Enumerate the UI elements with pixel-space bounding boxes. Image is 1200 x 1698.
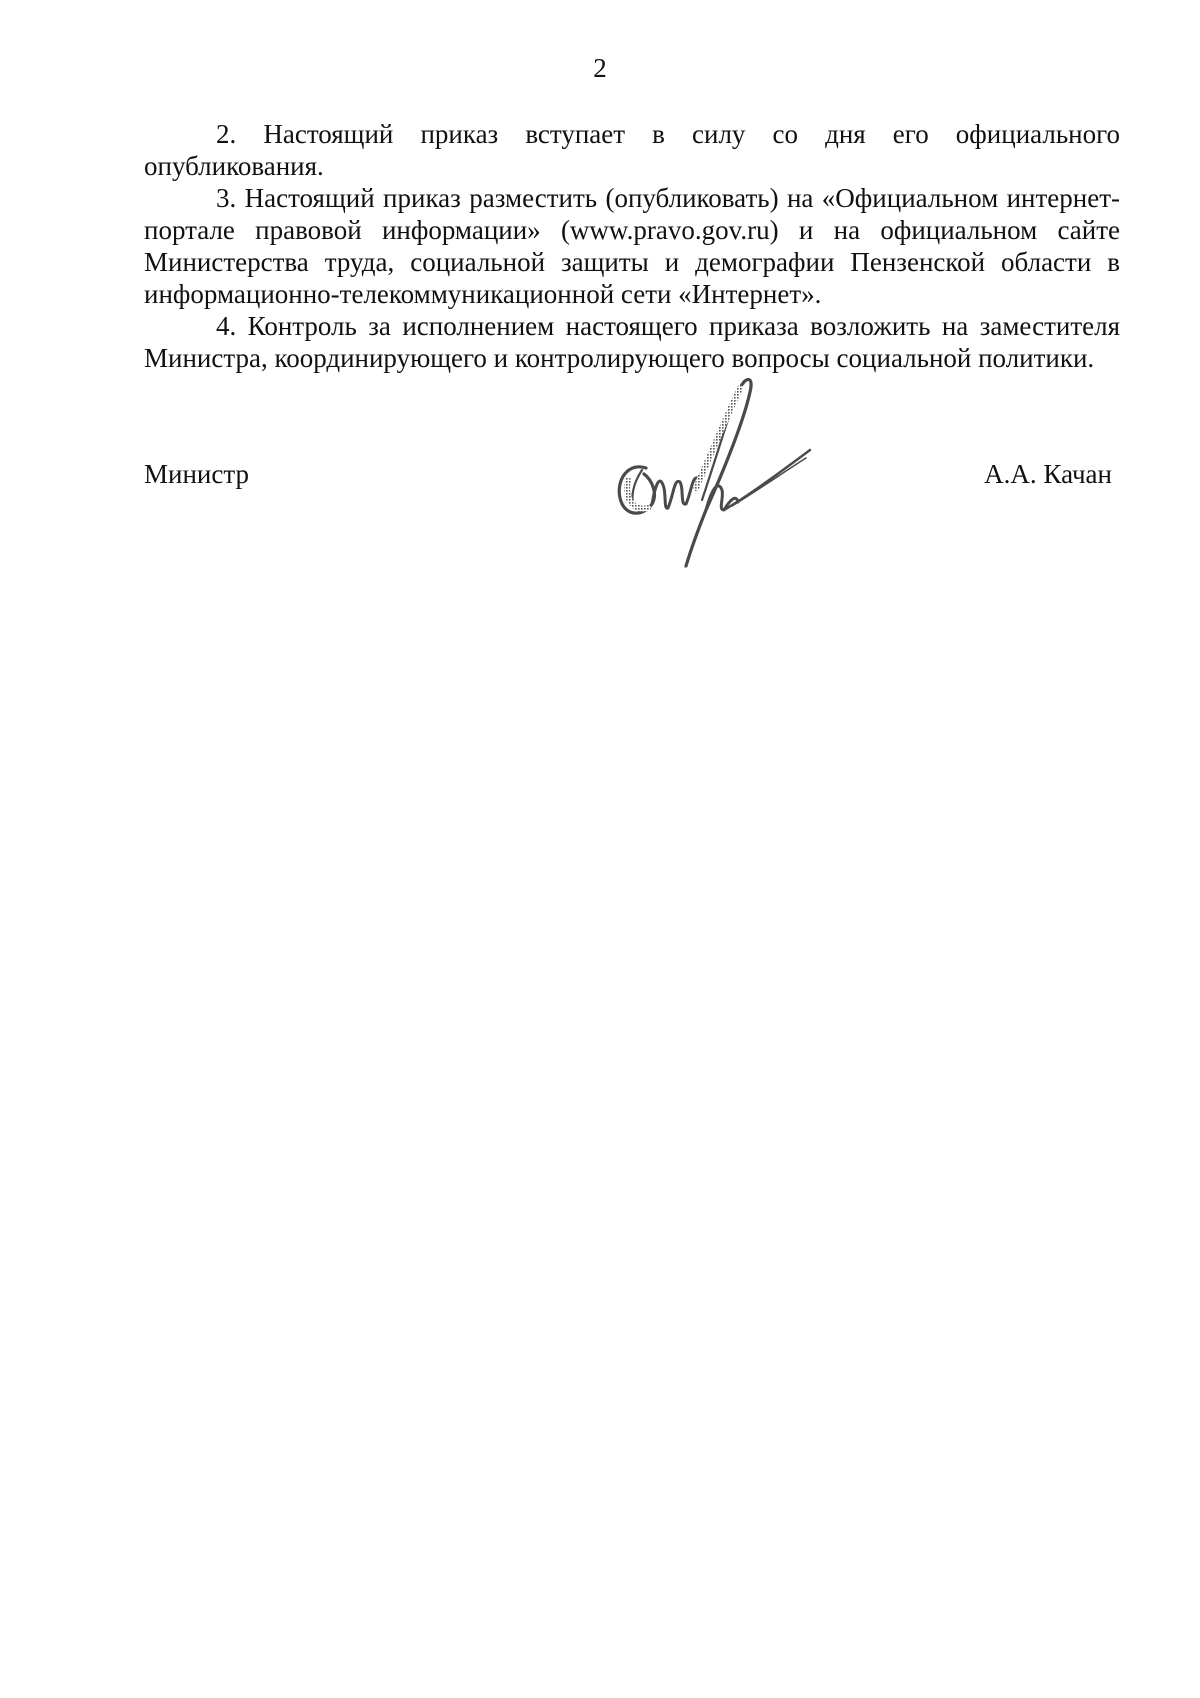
paragraph-3: 3. Настоящий приказ разместить (опубликовать) на «Официальном интернет-портале правовой информации» (www.pravo.gov.ru) и на официальном сайте Министерства труда, социальной защиты и демографии Пензенской области в информационно-телекоммуникационной сети «Интернет».	[144, 183, 1120, 309]
signatory-name: А.А. Качан	[984, 459, 1112, 489]
handwritten-signature	[608, 370, 818, 582]
page-number: 2	[593, 53, 607, 83]
document-body	[144, 118, 1120, 374]
paragraph-2: 2. Настоящий приказ вступает в силу со дня его официального опубликования.	[144, 119, 1120, 181]
paragraph-4: 4. Контроль за исполнением настоящего приказа возложить на заместителя Министра, координирующего и контролирующего вопросы социальной политики.	[144, 311, 1120, 373]
signatory-title: Министр	[144, 459, 249, 489]
